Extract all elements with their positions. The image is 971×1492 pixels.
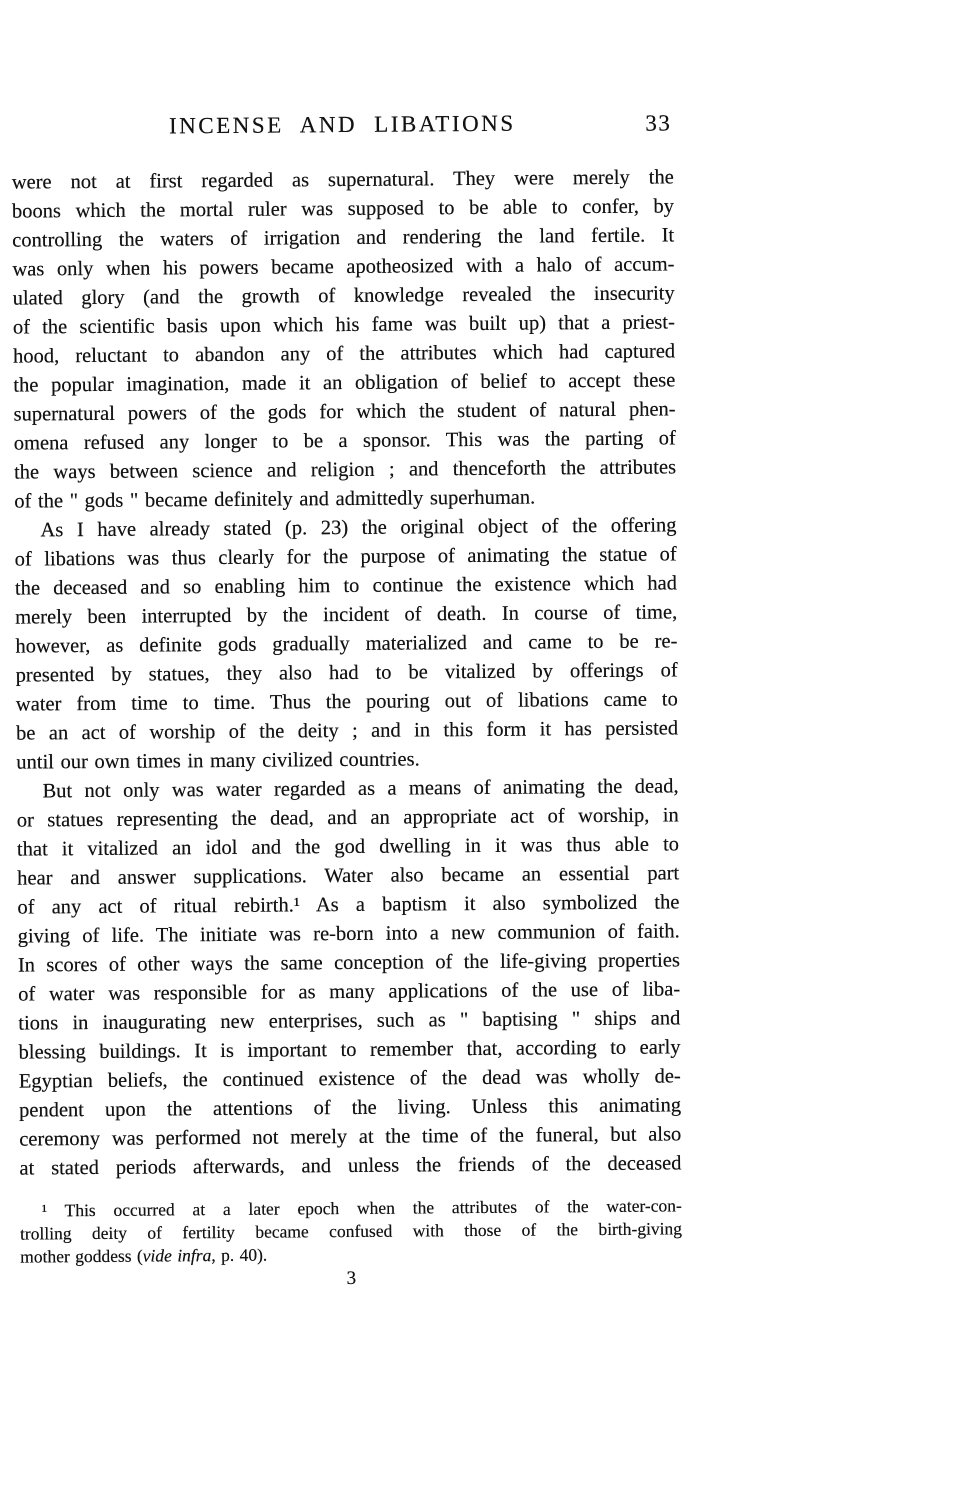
text-line: or statues representing the dead, and an appropriate act of worship, in [16, 804, 679, 832]
paragraph [16, 772, 681, 1183]
body-text [12, 163, 682, 1183]
text-line: that it vitalized an idol and the god dwelling in it was thus able to [16, 833, 680, 861]
footnote [20, 1194, 683, 1268]
text-line: however, as definite gods gradually materialized and came to be re- [15, 630, 678, 658]
text-line: In scores of other ways the same conception of the life-giving properties [17, 949, 680, 977]
text-line: water from time to time. Thus the pouring out of libations came to [15, 688, 678, 716]
text-line: hear and answer supplications. Water also became an essential part [17, 862, 680, 890]
text-line: As I have already stated (p. 23) the original object of the offering [40, 514, 677, 542]
text-line: ceremony was performed not merely at the time of the funeral, but also [19, 1123, 682, 1151]
text-line: boons which the mortal ruler was supposed to be able to confer, by [11, 195, 675, 223]
text-line: But not only was water regarded as a means of animating the dead, [42, 775, 679, 803]
text-line: the deceased and so enabling him to continue the existence which had [14, 572, 678, 600]
text-line: tions in inaugurating new enterprises, such as " baptising " ships and [18, 1007, 681, 1035]
page-number: 33 [645, 110, 672, 136]
page-header [11, 109, 673, 144]
printed-block [11, 109, 682, 1292]
footnote-line: ¹ This occurred at a later epoch when the attributes of the water-con- [41, 1195, 682, 1221]
footnote-line: mother goddess (vide infra, p. 40). [20, 1244, 268, 1267]
text-line: hood, reluctant to abandon any of the attributes which had captured [13, 340, 676, 368]
text-line: were not at first regarded as supernatural. They were merely the [11, 166, 674, 194]
text-line: controlling the waters of irrigation and rendering the land fertile. It [12, 224, 675, 252]
paragraph [12, 163, 677, 516]
text-line: of any act of ritual rebirth.¹ As a baptism it also symbolized the [17, 891, 680, 919]
running-title: INCENSE AND LIBATIONS [168, 110, 516, 139]
text-line: of the " gods " became definitely and admittedly superhuman. [14, 486, 536, 513]
footnote-line: trolling deity of fertility became confused with those of the birth-giving [19, 1218, 683, 1244]
text-line: pendent upon the attentions of the living. Unless this animating [18, 1094, 682, 1122]
text-line: until our own times in many civilized countries. [16, 748, 420, 774]
text-line: ulated glory (and the growth of knowledge revealed the insecurity [12, 282, 675, 310]
paragraph [14, 511, 678, 777]
text-line: be an act of worship of the deity ; and in this form it has persisted [16, 717, 679, 745]
paragraph [20, 1194, 683, 1268]
text-line: of libations was thus clearly for the purpose of animating the statue of [14, 543, 677, 571]
text-line: merely been interrupted by the incident of death. In course of time, [15, 601, 678, 629]
text-line: at stated periods afterwards, and unless the friends of the deceased [19, 1152, 682, 1180]
signature-mark: 3 [346, 1267, 357, 1290]
text-line: of water was responsible for as many applications of the use of liba- [18, 978, 681, 1006]
text-line: blessing buildings. It is important to remember that, according to early [18, 1036, 681, 1064]
text-line: of the scientific basis upon which his fame was built up) that a priest- [12, 311, 675, 339]
text-line: Egyptian beliefs, the continued existence of the dead was wholly de- [18, 1065, 681, 1093]
text-line: the ways between science and religion ; and thenceforth the attributes [13, 456, 677, 484]
text-line: presented by statues, they also had to be vitalized by offerings of [15, 659, 678, 687]
text-line: the popular imagination, made it an obligation of belief to accept these [13, 369, 676, 397]
text-line: omena refused any longer to be a sponsor. This was the parting of [13, 427, 676, 455]
text-line: supernatural powers of the gods for which the student of natural phen- [13, 398, 676, 426]
text-line: was only when his powers became apotheosized with a halo of accum- [12, 253, 675, 281]
text-line: giving of life. The initiate was re-born into a new communion of faith. [17, 920, 680, 948]
